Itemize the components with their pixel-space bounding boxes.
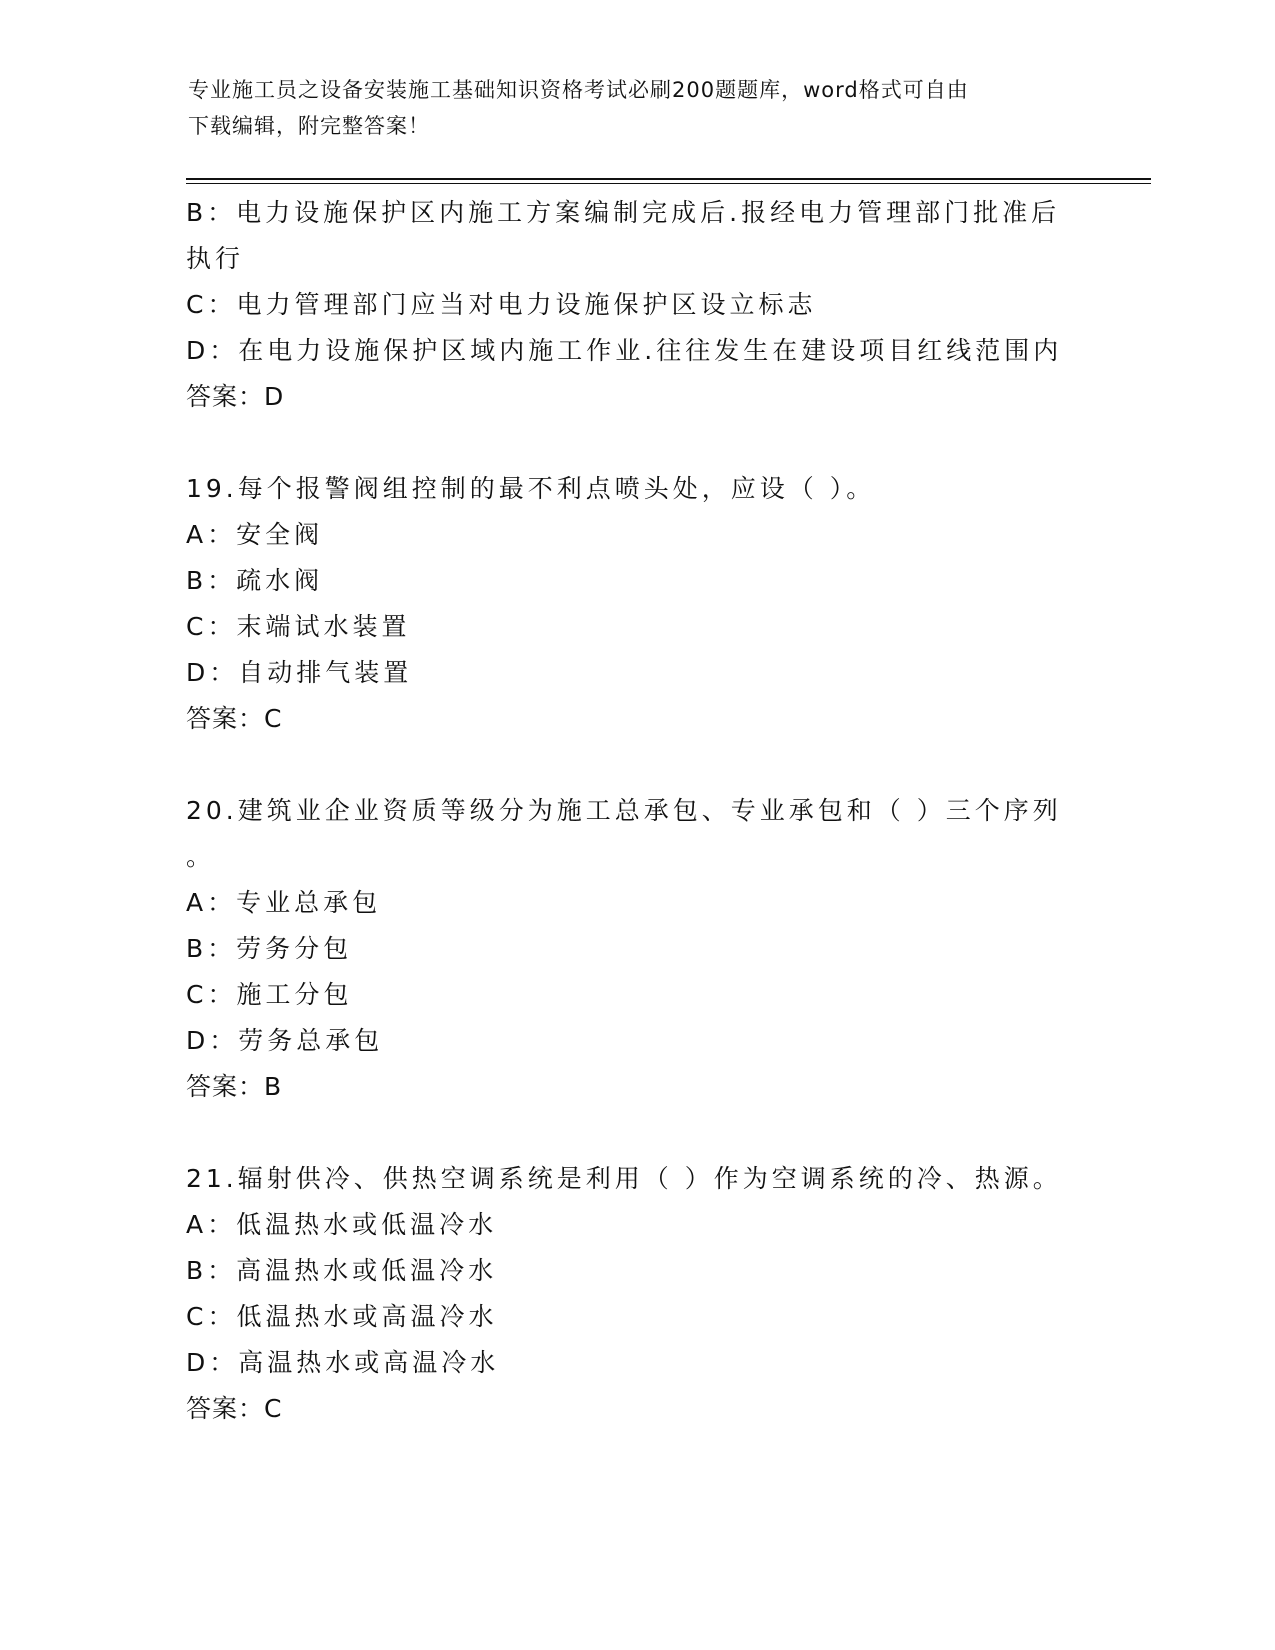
- question-19: [186, 466, 1066, 742]
- header-divider-thin: [186, 183, 1151, 184]
- q18-option-d: D：在电力设施保护区域内施工作业.往往发生在建设项目红线范围内: [186, 336, 1063, 365]
- question-18-tail: [186, 190, 1066, 420]
- q20-option-c: C：施工分包: [186, 980, 353, 1009]
- q18-option-b-line2: 执行: [186, 244, 245, 273]
- spacer: [186, 742, 1066, 788]
- question-20: [186, 788, 1066, 1110]
- q18-answer: 答案：D: [186, 382, 285, 411]
- q18-option-b-line1: B：电力设施保护区内施工方案编制完成后.报经电力管理部门批准后: [186, 198, 1061, 227]
- q20-stem-line2: 。: [186, 842, 216, 871]
- q20-stem-line1: 20.建筑业企业资质等级分为施工总承包、专业承包和（ ）三个序列: [186, 796, 1062, 825]
- header-divider-thick: [186, 178, 1151, 180]
- q20-option-b: B：劳务分包: [186, 934, 353, 963]
- document-header: [188, 72, 1068, 144]
- q19-option-d: D：自动排气装置: [186, 658, 413, 687]
- q21-stem: 21.辐射供冷、供热空调系统是利用（ ）作为空调系统的冷、热源。: [186, 1164, 1062, 1193]
- question-21: [186, 1156, 1066, 1432]
- q19-option-b: B：疏水阀: [186, 566, 324, 595]
- spacer: [186, 420, 1066, 466]
- q18-option-c: C：电力管理部门应当对电力设施保护区设立标志: [186, 290, 817, 319]
- q19-answer: 答案：C: [186, 704, 283, 733]
- q20-option-a: A：专业总承包: [186, 888, 382, 917]
- q21-option-c: C：低温热水或高温冷水: [186, 1302, 498, 1331]
- q21-option-b: B：高温热水或低温冷水: [186, 1256, 498, 1285]
- q19-stem: 19.每个报警阀组控制的最不利点喷头处，应设（ ）。: [186, 474, 876, 503]
- document-body: [186, 190, 1066, 1432]
- q19-option-a: A：安全阀: [186, 520, 324, 549]
- q21-option-a: A：低温热水或低温冷水: [186, 1210, 498, 1239]
- q20-answer: 答案：B: [186, 1072, 283, 1101]
- q21-option-d: D：高温热水或高温冷水: [186, 1348, 500, 1377]
- spacer: [186, 1110, 1066, 1156]
- q19-option-c: C：末端试水装置: [186, 612, 411, 641]
- header-line-2: 下载编辑，附完整答案！: [188, 114, 430, 138]
- q21-answer: 答案：C: [186, 1394, 283, 1423]
- q20-option-d: D：劳务总承包: [186, 1026, 384, 1055]
- header-line-1: 专业施工员之设备安装施工基础知识资格考试必刷200题题库，word格式可自由: [188, 78, 969, 102]
